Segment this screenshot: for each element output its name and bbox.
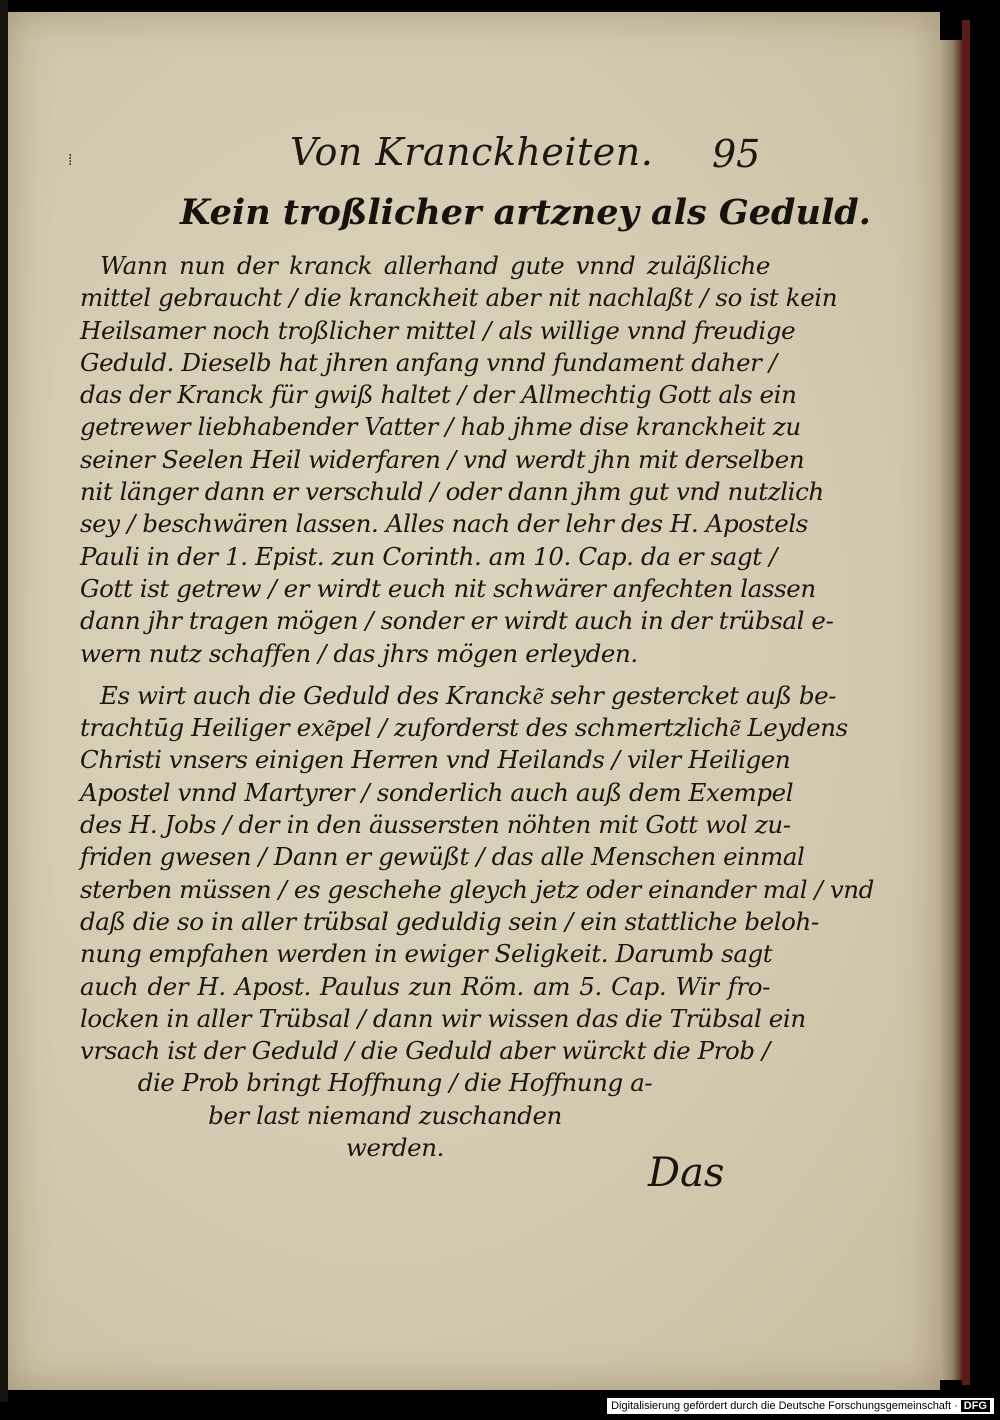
footer-text: Digitalisierung gefördert durch die Deutsche Forschungsgemeinschaft · <box>611 1400 958 1412</box>
text-line: Wann nun der kranck allerhand gute vnnd zuläßliche <box>100 251 770 280</box>
text-line: Heilsamer noch troßlicher mittel / als willige vnnd freudige <box>80 315 796 345</box>
gutter-mark: ⁞ <box>68 150 73 169</box>
text-line: dann jhr tragen mögen / sonder er wirdt auch in der trübsal e- <box>80 606 834 636</box>
text-line: die Prob bringt Hoffnung / die Hoffnung a- <box>137 1068 653 1098</box>
text-line: Geduld. Dieselb hat jhren anfang vnnd fundament daher / <box>80 347 777 377</box>
cover-edge <box>962 20 970 1385</box>
text-line: nung empfahen werden in ewiger Seligkeit. Darumb sagt <box>80 939 773 969</box>
text-line: werden. <box>345 1133 445 1163</box>
text-line: daß die so in aller trübsal geduldig sein / ein stattliche beloh- <box>80 906 819 936</box>
dfg-logo: DFG <box>961 1400 990 1412</box>
text-line: auch der H. Apost. Paulus zun Röm. am 5. Cap. Wir fro- <box>80 971 770 1001</box>
page-number: 95 <box>712 132 761 176</box>
text-line: vrsach ist der Geduld / die Geduld aber würckt die Prob / <box>80 1036 770 1066</box>
text-line: getrewer liebhabender Vatter / hab jhme dise kranckheit zu <box>80 412 801 442</box>
text-line: sey / beschwären lassen. Alles nach der lehr des H. Apostels <box>80 509 808 539</box>
paragraph-2 <box>80 680 874 1164</box>
book-binding <box>0 0 8 1402</box>
text-line: mittel gebraucht / die kranckheit aber nit nachlaßt / so ist kein <box>80 283 838 313</box>
body-text <box>80 250 874 1164</box>
text-line: Apostel vnnd Martyrer / sonderlich auch auß dem Exempel <box>80 777 794 807</box>
text-line: friden gwesen / Dann er gewüßt / das alle Menschen einmal <box>80 842 805 872</box>
running-title: Von Kranckheiten. <box>290 130 654 174</box>
text-line: das der Kranck für gwiß haltet / der Allmechtig Gott als ein <box>80 380 797 410</box>
page-edge <box>940 40 962 1380</box>
section-heading: Kein troßlicher artzney als Geduld. <box>180 192 871 233</box>
text-line: Gott ist getrew / er wirdt euch nit schwärer anfechten lassen <box>80 573 816 603</box>
text-line: wern nutz schaffen / das jhrs mögen erleyden. <box>80 638 638 668</box>
text-line: seiner Seelen Heil widerfaren / vnd werdt jhn mit derselben <box>80 444 805 474</box>
text-line: ber last niemand zuschanden <box>208 1100 562 1130</box>
text-line: trachtūg Heiliger exe͂pel / zuforderst des schmertzliche͂ Leydens <box>80 713 848 743</box>
text-line: locken in aller Trübsal / dann wir wissen das die Trübsal ein <box>80 1003 806 1033</box>
paragraph-1 <box>80 250 838 670</box>
catchword: Das <box>648 1150 725 1196</box>
digitization-footer <box>607 1398 994 1414</box>
text-line: des H. Jobs / der in den äussersten nöhten mit Gott wol zu- <box>80 810 791 840</box>
text-line: Pauli in der 1. Epist. zun Corinth. am 10. Cap. da er sagt / <box>80 541 777 571</box>
text-line: nit länger dann er verschuld / oder dann jhm gut vnd nutzlich <box>80 477 824 507</box>
text-line: Christi vnsers einigen Herren vnd Heilands / viler Heiligen <box>80 745 791 775</box>
text-line: sterben müssen / es geschehe gleych jetz oder einander mal / vnd <box>80 874 874 904</box>
text-line: Es wirt auch die Geduld des Krancke͂ sehr gestercket auß be- <box>100 680 837 710</box>
